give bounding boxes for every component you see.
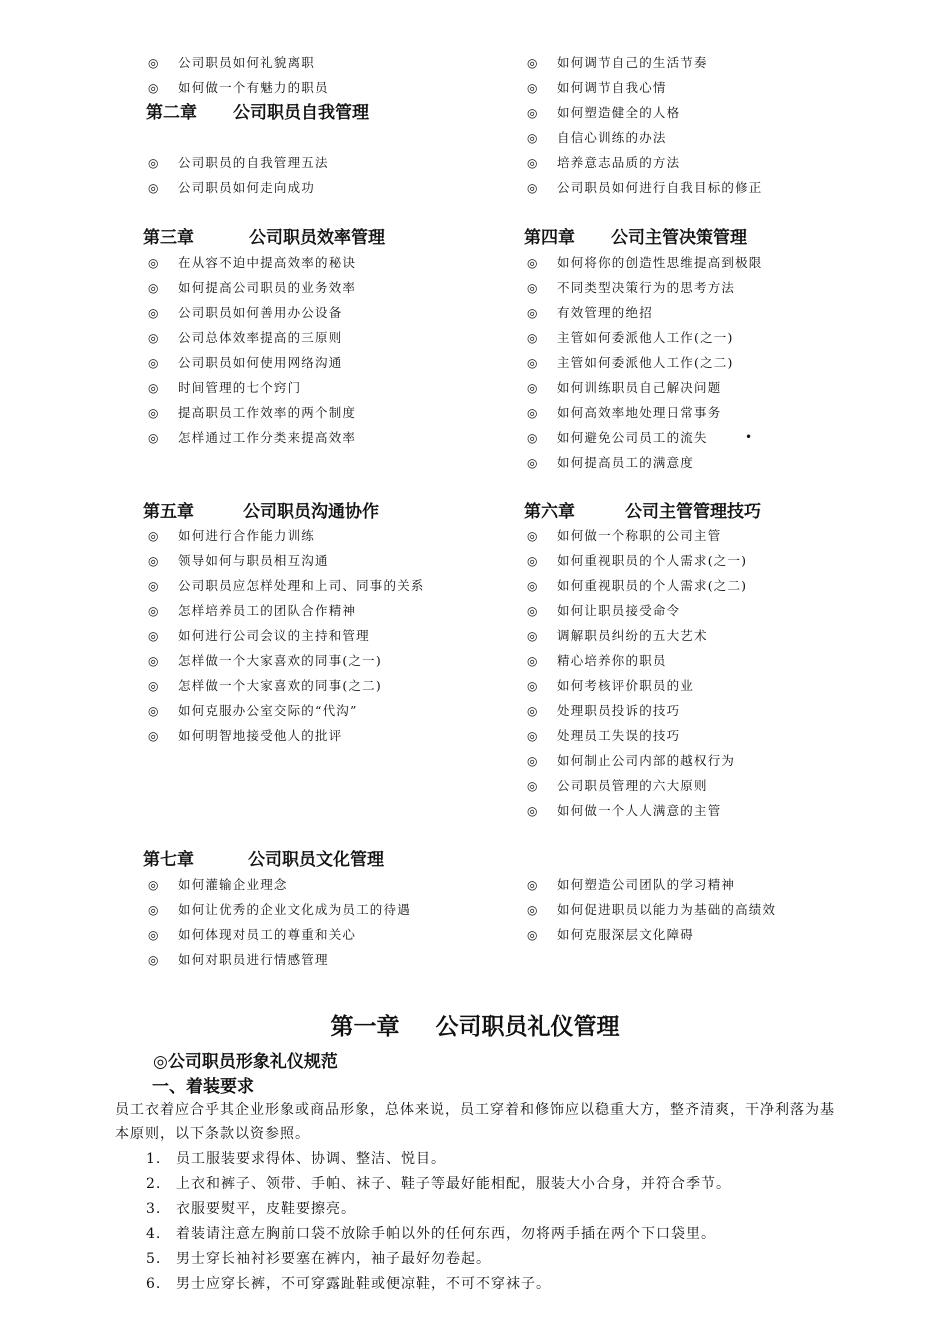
toc-item-text: 公司职员如何善用办公设备 bbox=[178, 305, 343, 320]
toc-item bbox=[148, 300, 356, 325]
chapter-number: 第二章 bbox=[146, 103, 197, 123]
toc-item bbox=[527, 548, 747, 573]
double-circle-bullet-icon: ◎ bbox=[527, 406, 539, 420]
double-circle-bullet-icon: ◎ bbox=[527, 878, 539, 892]
double-circle-bullet-icon: ◎ bbox=[148, 928, 160, 942]
toc-item bbox=[527, 748, 747, 773]
chapter-title: 公司职员文化管理 bbox=[248, 850, 384, 870]
toc-item bbox=[148, 648, 425, 673]
toc-item-text: 如何进行合作能力训练 bbox=[178, 528, 316, 543]
toc-item bbox=[148, 872, 411, 897]
toc-item-text: 如何训练职员自己解决问题 bbox=[557, 380, 722, 395]
toc-item-text: 怎样做一个大家喜欢的同事(之一) bbox=[178, 653, 382, 668]
toc-item bbox=[527, 922, 776, 947]
toc-item bbox=[148, 375, 356, 400]
toc-item bbox=[148, 623, 425, 648]
toc-list-ch5 bbox=[148, 523, 425, 748]
double-circle-bullet-icon: ◎ bbox=[148, 604, 160, 618]
double-circle-bullet-icon: ◎ bbox=[148, 704, 160, 718]
double-circle-bullet-icon: ◎ bbox=[148, 529, 160, 543]
toc-item-text: 公司职员应怎样处理和上司、同事的关系 bbox=[178, 578, 425, 593]
toc-item-text: 如何提高公司职员的业务效率 bbox=[178, 280, 357, 295]
double-circle-bullet-icon: ◎ bbox=[148, 554, 160, 568]
toc-item-text: 如何高效率地处理日常事务 bbox=[557, 405, 722, 420]
main-chapter-number: 第一章 bbox=[330, 1014, 400, 1040]
double-circle-bullet-icon: ◎ bbox=[527, 579, 539, 593]
double-circle-bullet-icon: ◎ bbox=[148, 81, 160, 95]
chapter-heading bbox=[524, 225, 747, 251]
toc-item bbox=[527, 723, 747, 748]
toc-item bbox=[527, 125, 763, 150]
toc-item-text: 处理职员投诉的技巧 bbox=[557, 703, 681, 718]
rule-text: 着装请注意左胸前口袋不放除手帕以外的任何东西，勿将两手插在两个下口袋里。 bbox=[176, 1226, 716, 1242]
double-circle-bullet-icon: ◎ bbox=[148, 579, 160, 593]
toc-item bbox=[148, 523, 425, 548]
double-circle-bullet-icon: ◎ bbox=[527, 529, 539, 543]
toc-item-text: 如何体现对员工的尊重和关心 bbox=[178, 927, 357, 942]
chapter-number: 第五章 bbox=[143, 502, 194, 522]
toc-item bbox=[148, 275, 356, 300]
double-circle-bullet-icon: ◎ bbox=[527, 903, 539, 917]
toc-item bbox=[148, 425, 356, 450]
chapter-heading bbox=[524, 499, 761, 525]
rule-text: 上衣和裤子、领带、手帕、袜子、鞋子等最好能相配，服装大小合身，并符合季节。 bbox=[176, 1176, 731, 1192]
double-circle-bullet-icon: ◎ bbox=[527, 306, 539, 320]
double-circle-bullet-icon: ◎ bbox=[148, 56, 160, 70]
double-circle-bullet-icon: ◎ bbox=[148, 381, 160, 395]
rule-text: 男士穿长袖衬衫要塞在裤内，袖子最好勿卷起。 bbox=[176, 1251, 491, 1267]
toc-item-text: 如何将你的创造性思维提高到极限 bbox=[557, 255, 763, 270]
toc-item-text: 如何考核评价职员的业 bbox=[557, 678, 695, 693]
chapter-number: 第七章 bbox=[143, 850, 194, 870]
double-circle-bullet-icon: ◎ bbox=[527, 281, 539, 295]
chapter-number: 第四章 bbox=[524, 228, 575, 248]
toc-item-text: 如何调节自我心情 bbox=[557, 80, 667, 95]
double-circle-bullet-icon: ◎ bbox=[148, 953, 160, 967]
toc-item-text: 如何对职员进行情感管理 bbox=[178, 952, 329, 967]
chapter-heading bbox=[143, 499, 379, 525]
toc-item bbox=[527, 773, 747, 798]
double-circle-bullet-icon: ◎ bbox=[527, 381, 539, 395]
double-circle-bullet-icon: ◎ bbox=[527, 729, 539, 743]
toc-item bbox=[527, 100, 763, 125]
chapter-title: 公司主管管理技巧 bbox=[625, 502, 761, 522]
toc-item-text: 如何制止公司内部的越权行为 bbox=[557, 753, 736, 768]
toc-item-text: 公司职员如何走向成功 bbox=[178, 180, 316, 195]
double-circle-bullet-icon: ◎ bbox=[148, 406, 160, 420]
double-circle-bullet-icon: ◎ bbox=[148, 306, 160, 320]
section-heading: ◎公司职员形象礼仪规范 bbox=[153, 1052, 338, 1072]
toc-item bbox=[527, 623, 747, 648]
toc-item-text: 如何避免公司员工的流失 bbox=[557, 430, 708, 445]
toc-item-text: 公司职员管理的六大原则 bbox=[557, 778, 708, 793]
double-circle-bullet-icon: ◎ bbox=[527, 106, 539, 120]
double-circle-bullet-icon: ◎ bbox=[148, 629, 160, 643]
double-circle-bullet-icon: ◎ bbox=[148, 654, 160, 668]
chapter-title: 公司职员自我管理 bbox=[233, 103, 369, 123]
main-chapter-title bbox=[0, 1008, 950, 1041]
toc-item-text: 如何重视职员的个人需求(之一) bbox=[557, 553, 748, 568]
double-circle-bullet-icon: ◎ bbox=[148, 281, 160, 295]
toc-item-text: 调解职员纠纷的五大艺术 bbox=[557, 628, 708, 643]
toc-item bbox=[527, 175, 763, 200]
toc-item-text: 如何做一个人人满意的主管 bbox=[557, 803, 722, 818]
toc-item bbox=[148, 250, 356, 275]
toc-item-text: 怎样通过工作分类来提高效率 bbox=[178, 430, 357, 445]
toc-item bbox=[527, 350, 763, 375]
toc-item-text: 精心培养你的职员 bbox=[557, 653, 667, 668]
toc-item-text: 公司职员的自我管理五法 bbox=[178, 155, 329, 170]
toc-item-text: 主管如何委派他人工作(之一) bbox=[557, 330, 734, 345]
stray-bullet-dot: • bbox=[745, 430, 753, 444]
toc-item bbox=[148, 50, 329, 75]
toc-item bbox=[527, 275, 763, 300]
rule-text: 男士应穿长裤，不可穿露趾鞋或便凉鞋，不可不穿袜子。 bbox=[176, 1276, 551, 1292]
chapter-title: 公司职员沟通协作 bbox=[243, 502, 379, 522]
rules-list bbox=[146, 1147, 731, 1297]
toc-item-text: 主管如何委派他人工作(之二) bbox=[557, 355, 734, 370]
toc-item bbox=[148, 573, 425, 598]
double-circle-bullet-icon: ◎ bbox=[148, 729, 160, 743]
toc-item-text: 如何灌输企业理念 bbox=[178, 877, 288, 892]
double-circle-bullet-icon: ◎ bbox=[527, 81, 539, 95]
toc-item-text: 如何克服深层文化障碍 bbox=[557, 927, 695, 942]
double-circle-bullet-icon: ◎ bbox=[148, 256, 160, 270]
rule-text: 员工服装要求得体、协调、整洁、悦目。 bbox=[176, 1151, 446, 1167]
toc-item bbox=[148, 350, 356, 375]
toc-list-ch2-right bbox=[527, 50, 763, 200]
toc-item bbox=[527, 673, 747, 698]
double-circle-bullet-icon: ◎ bbox=[148, 181, 160, 195]
toc-item-text: 领导如何与职员相互沟通 bbox=[178, 553, 329, 568]
toc-item-text: 如何提高员工的满意度 bbox=[557, 455, 695, 470]
toc-item bbox=[527, 325, 763, 350]
toc-list-ch7-right bbox=[527, 872, 776, 947]
chapter-number: 第三章 bbox=[143, 228, 194, 248]
rule-number: 6. bbox=[146, 1276, 162, 1292]
double-circle-bullet-icon: ◎ bbox=[527, 654, 539, 668]
chapter-heading bbox=[143, 847, 384, 873]
toc-item bbox=[527, 523, 747, 548]
double-circle-bullet-icon: ◎ bbox=[527, 679, 539, 693]
double-circle-bullet-icon: ◎ bbox=[527, 804, 539, 818]
double-circle-bullet-icon: ◎ bbox=[527, 356, 539, 370]
toc-item-text: 公司职员如何进行自我目标的修正 bbox=[557, 180, 763, 195]
rule-number: 3. bbox=[146, 1201, 162, 1217]
double-circle-bullet-icon: ◎ bbox=[527, 181, 539, 195]
toc-item-text: 公司职员如何礼貌离职 bbox=[178, 55, 316, 70]
toc-item bbox=[527, 698, 747, 723]
toc-item bbox=[527, 75, 763, 100]
toc-item bbox=[148, 150, 329, 175]
toc-item bbox=[527, 648, 747, 673]
double-circle-bullet-icon: ◎ bbox=[527, 256, 539, 270]
toc-list-ch4 bbox=[527, 250, 763, 475]
toc-item-text: 如何调节自己的生活节奏 bbox=[557, 55, 708, 70]
toc-item-text: 时间管理的七个窍门 bbox=[178, 380, 302, 395]
toc-list-ch6 bbox=[527, 523, 747, 823]
toc-item-text: 如何克服办公室交际的“代沟” bbox=[178, 703, 358, 718]
toc-item-text: 如何明智地接受他人的批评 bbox=[178, 728, 343, 743]
toc-item bbox=[527, 450, 763, 475]
toc-item bbox=[527, 300, 763, 325]
toc-item bbox=[527, 375, 763, 400]
toc-item bbox=[527, 400, 763, 425]
toc-item-text: 怎样做一个大家喜欢的同事(之二) bbox=[178, 678, 382, 693]
toc-item-text: 如何让优秀的企业文化成为员工的待遇 bbox=[178, 902, 411, 917]
intro-paragraph: 员工衣着应合乎其企业形象或商品形象，总体来说，员工穿着和修饰应以稳重大方，整齐清爽，干净利落为基本原则，以下条款以资参照。 bbox=[115, 1102, 835, 1142]
chapter-heading bbox=[146, 100, 369, 126]
toc-item-text: 在从容不迫中提高效率的秘诀 bbox=[178, 255, 357, 270]
rule-number: 2. bbox=[146, 1176, 162, 1192]
toc-item-text: 处理员工失误的技巧 bbox=[557, 728, 681, 743]
toc-item bbox=[148, 75, 329, 100]
double-circle-bullet-icon: ◎ bbox=[148, 431, 160, 445]
double-circle-bullet-icon: ◎ bbox=[527, 754, 539, 768]
toc-item bbox=[148, 548, 425, 573]
double-circle-bullet-icon: ◎ bbox=[527, 629, 539, 643]
toc-item-text: 不同类型决策行为的思考方法 bbox=[557, 280, 736, 295]
toc-item-text: 公司总体效率提高的三原则 bbox=[178, 330, 343, 345]
toc-item bbox=[527, 573, 747, 598]
toc-item bbox=[148, 897, 411, 922]
double-circle-bullet-icon: ◎ bbox=[527, 56, 539, 70]
double-circle-bullet-icon: ◎ bbox=[527, 779, 539, 793]
double-circle-bullet-icon: ◎ bbox=[527, 604, 539, 618]
toc-item bbox=[148, 175, 329, 200]
toc-item bbox=[527, 425, 763, 450]
toc-list-ch1-cont bbox=[148, 50, 329, 100]
toc-item-text: 培养意志品质的方法 bbox=[557, 155, 681, 170]
rule-list-item bbox=[146, 1197, 731, 1222]
rule-number: 5. bbox=[146, 1251, 162, 1267]
toc-item-text: 有效管理的绝招 bbox=[557, 305, 653, 320]
toc-item-text: 提高职员工作效率的两个制度 bbox=[178, 405, 357, 420]
toc-item bbox=[527, 598, 747, 623]
toc-item-text: 如何让职员接受命令 bbox=[557, 603, 681, 618]
double-circle-bullet-icon: ◎ bbox=[527, 331, 539, 345]
toc-item bbox=[148, 673, 425, 698]
toc-item bbox=[527, 150, 763, 175]
chapter-heading bbox=[143, 225, 385, 251]
double-circle-bullet-icon: ◎ bbox=[148, 903, 160, 917]
toc-item-text: 如何做一个有魅力的职员 bbox=[178, 80, 329, 95]
toc-list-ch3 bbox=[148, 250, 356, 450]
toc-item bbox=[527, 897, 776, 922]
toc-item-text: 如何进行公司会议的主持和管理 bbox=[178, 628, 370, 643]
rule-list-item bbox=[146, 1222, 731, 1247]
toc-item-text: 如何促进职员以能力为基础的高绩效 bbox=[557, 902, 777, 917]
toc-list-ch7-left bbox=[148, 872, 411, 972]
toc-item-text: 如何塑造健全的人格 bbox=[557, 105, 681, 120]
double-circle-bullet-icon: ◎ bbox=[148, 679, 160, 693]
double-circle-bullet-icon: ◎ bbox=[148, 331, 160, 345]
rule-text: 衣服要熨平，皮鞋要擦亮。 bbox=[176, 1201, 356, 1217]
toc-item-text: 公司职员如何使用网络沟通 bbox=[178, 355, 343, 370]
toc-item-text: 如何重视职员的个人需求(之二) bbox=[557, 578, 748, 593]
toc-item-text: 如何塑造公司团队的学习精神 bbox=[557, 877, 736, 892]
double-circle-bullet-icon: ◎ bbox=[527, 704, 539, 718]
toc-item bbox=[527, 250, 763, 275]
rule-list-item bbox=[146, 1247, 731, 1272]
double-circle-bullet-icon: ◎ bbox=[527, 156, 539, 170]
chapter-title: 公司主管决策管理 bbox=[611, 228, 747, 248]
double-circle-bullet-icon: ◎ bbox=[527, 456, 539, 470]
toc-item bbox=[148, 325, 356, 350]
rule-list-item bbox=[146, 1147, 731, 1172]
main-chapter-name: 公司职员礼仪管理 bbox=[435, 1014, 620, 1040]
toc-list-ch2 bbox=[148, 150, 329, 200]
double-circle-bullet-icon: ◎ bbox=[148, 356, 160, 370]
chapter-title: 公司职员效率管理 bbox=[249, 228, 385, 248]
toc-item bbox=[148, 723, 425, 748]
toc-item-text: 怎样培养员工的团队合作精神 bbox=[178, 603, 357, 618]
toc-item bbox=[148, 598, 425, 623]
toc-item bbox=[527, 50, 763, 75]
double-circle-bullet-icon: ◎ bbox=[527, 554, 539, 568]
toc-item bbox=[148, 698, 425, 723]
double-circle-bullet-icon: ◎ bbox=[527, 431, 539, 445]
double-circle-bullet-icon: ◎ bbox=[527, 928, 539, 942]
subsection-heading: 一、着装要求 bbox=[152, 1077, 254, 1097]
chapter-number: 第六章 bbox=[524, 502, 575, 522]
rule-number: 1. bbox=[146, 1151, 162, 1167]
toc-item bbox=[148, 922, 411, 947]
toc-item bbox=[148, 400, 356, 425]
toc-item bbox=[527, 798, 747, 823]
toc-item bbox=[527, 872, 776, 897]
rule-list-item bbox=[146, 1272, 731, 1297]
rule-list-item bbox=[146, 1172, 731, 1197]
double-circle-bullet-icon: ◎ bbox=[527, 131, 539, 145]
toc-item-text: 如何做一个称职的公司主管 bbox=[557, 528, 722, 543]
toc-item-text: 自信心训练的办法 bbox=[557, 130, 667, 145]
toc-item bbox=[148, 947, 411, 972]
double-circle-bullet-icon: ◎ bbox=[148, 156, 160, 170]
rule-number: 4. bbox=[146, 1226, 162, 1242]
double-circle-bullet-icon: ◎ bbox=[148, 878, 160, 892]
